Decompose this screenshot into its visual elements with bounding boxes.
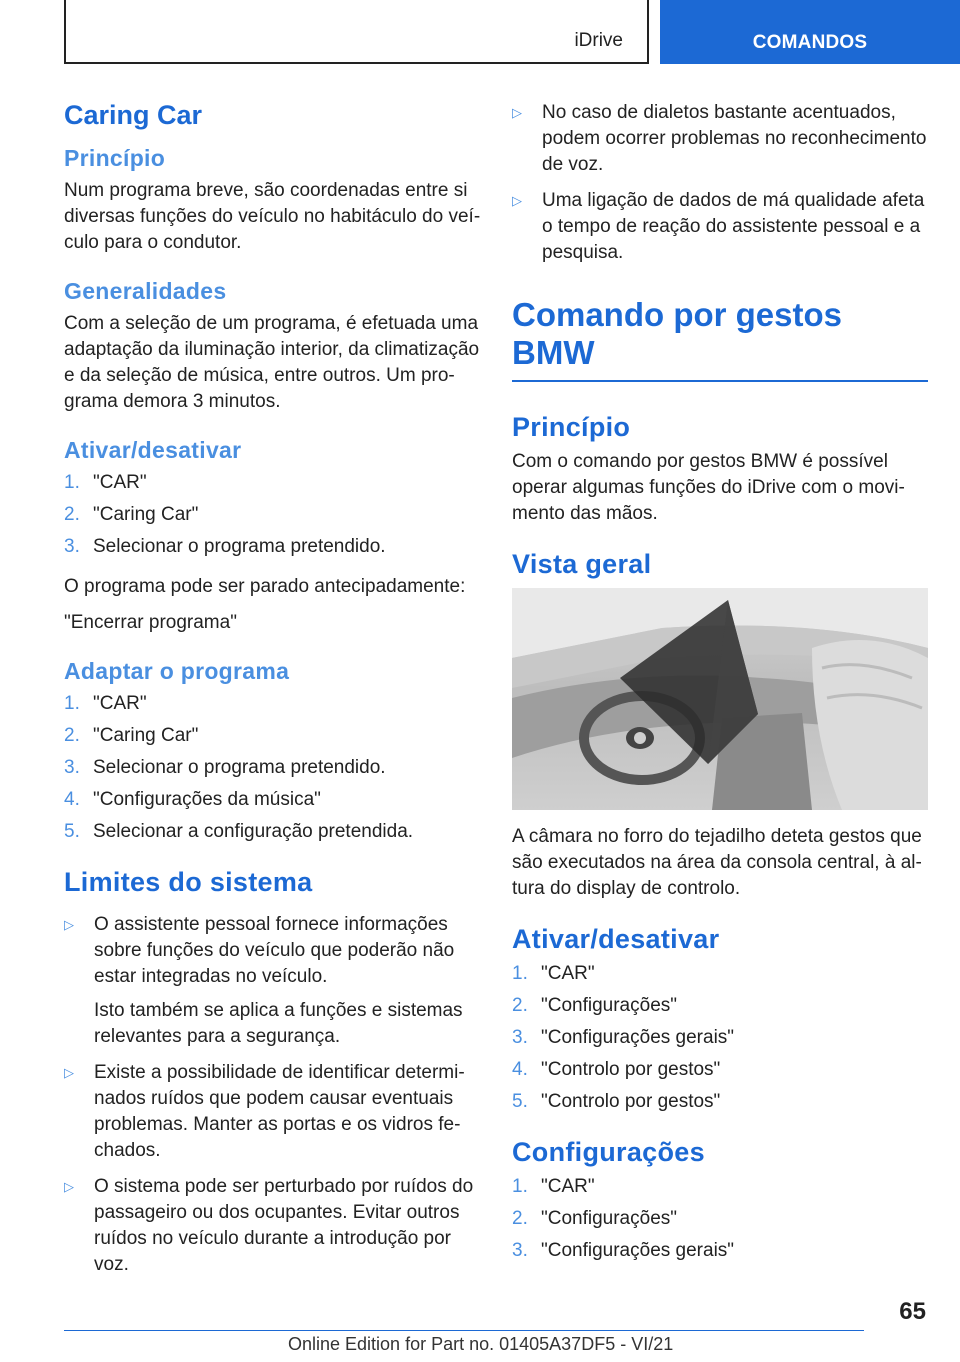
list-item: 5. Selecionar a configuração pretendida. [64,821,414,842]
vista-geral-caption: A câmara no forro do tejadilho deteta gestos que são executados na área da consola central, à altura do display de controlo. [512,826,922,899]
gestos-ativar-heading: Ativar/desativar [512,924,720,954]
list-item: ▷ Existe a possibilidade de identificar determinados ruídos que podem causar eventuais problemas. Manter as portas e os vidros fechados. [64,1060,482,1164]
list-item: 2. "Caring Car" [64,504,199,525]
gestos-principio-text: Com o comando por gestos BMW é possível operar algumas funções do iDrive com o movimento das mãos. [512,451,905,524]
list-item: 1. "CAR" [512,1176,595,1197]
edition-footer: Online Edition for Part no. 01405A37DF5 - VI/21 [288,1334,674,1354]
right-column [512,100,928,1278]
footer-divider [64,1330,864,1331]
car-interior-photo [512,588,928,810]
principio-heading: Princípio [64,145,166,171]
ativar-steps [64,470,482,560]
list-item: ▷ O sistema pode ser perturbado por ruídos do passageiro ou dos ocupantes. Evitar outros ruídos no veículo durante a introdução por voz. [64,1174,482,1278]
gestos-principio-heading: Princípio [512,412,631,442]
configuracoes-heading: Configurações [512,1137,705,1167]
principio-text: Num programa breve, são coordenadas entre si diversas funções do veículo no habitáculo do veículo para o condutor. [64,180,481,253]
adaptar-steps [64,691,482,845]
page-number: 65 [899,1298,926,1325]
list-item: ▷ Uma ligação de dados de má qualidade afeta o tempo de reação do assistente pessoal e a pesquisa. [512,188,928,266]
triangle-right-icon: ▷ [64,917,74,932]
list-item: 3. "Configurações gerais" [512,1240,735,1261]
limites-bullets [64,912,482,1278]
limites-bullets-continued [512,100,928,266]
triangle-right-icon: ▷ [64,1065,74,1080]
list-item: ▷ O assistente pessoal fornece informações sobre funções do veículo que poderão não estar integradas no veículo. Isto também se aplica a funções e sistemas relevantes para a segurança. [64,912,482,1050]
list-item: 1. "CAR" [64,472,147,493]
ativar-note-value: "Encerrar programa" [64,612,237,633]
gestos-title: Comando por gestos BMW [512,296,928,382]
list-item: ▷ No caso de dialetos bastante acentuados, podem ocorrer problemas no reconhecimento de voz. [512,100,928,178]
caring-car-title: Caring Car [64,100,203,130]
triangle-right-icon: ▷ [512,105,522,120]
list-item: 2. "Configurações" [512,1208,678,1229]
generalidades-text: Com a seleção de um programa, é efetuada uma adaptação da iluminação interior, da climatização e da seleção de música, entre outros. Um programa demora 3 minutos. [64,313,480,412]
adaptar-heading: Adaptar o programa [64,658,290,684]
limites-heading: Limites do sistema [64,867,313,897]
header-section-title: iDrive [574,30,623,51]
vista-geral-heading: Vista geral [512,549,652,579]
gesture-area-illustration [512,588,928,810]
gestos-ativar-steps [512,961,928,1115]
list-item: 2. "Caring Car" [64,725,199,746]
ativar-heading: Ativar/desativar [64,437,242,463]
header-chapter-tab: COMANDOS [660,0,960,64]
list-item: 3. Selecionar o programa pretendido. [64,757,386,778]
header-box [64,0,649,64]
list-item: 4. "Configurações da música" [64,789,321,810]
triangle-right-icon: ▷ [64,1179,74,1194]
triangle-right-icon: ▷ [512,193,522,208]
list-item: 2. "Configurações" [512,995,678,1016]
list-item: 1. "CAR" [64,693,147,714]
list-item: 1. "CAR" [512,963,595,984]
list-item: 3. "Configurações gerais" [512,1027,735,1048]
list-item: 3. Selecionar o programa pretendido. [64,536,386,557]
left-column [64,100,482,1302]
ativar-note: O programa pode ser parado antecipadamente: [64,576,466,597]
bullet-subnote: Isto também se aplica a funções e sistemas relevantes para a segurança. [94,1000,463,1047]
generalidades-heading: Generalidades [64,278,227,304]
list-item: 4. "Controlo por gestos" [512,1059,721,1080]
list-item: 5. "Controlo por gestos" [512,1091,721,1112]
configuracoes-steps [512,1174,928,1264]
